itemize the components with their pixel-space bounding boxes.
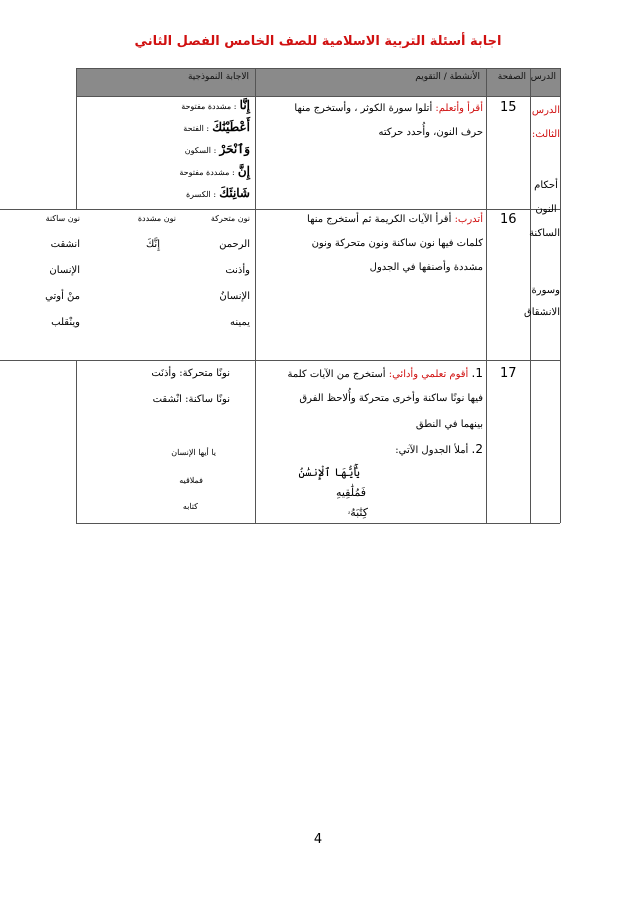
q2-word: فَمُلَٰقِيهِ (335, 486, 366, 499)
sub-header-moving: نون متحركة (210, 214, 250, 223)
lesson-name-line1: أحكام (534, 180, 558, 191)
header-lesson: الدرس (530, 72, 556, 82)
activity-line: فيها نونًا ساكنة وأخرى متحركة وأُلاحظ الفرق (299, 393, 483, 404)
answer-word: يا أيها الإنسان (171, 448, 216, 457)
still-word: الإنسان (49, 265, 80, 276)
header-answer: الاجابة النموذجية (187, 72, 249, 82)
moving-word: وأذنت (225, 265, 250, 276)
answer-line: نونًا متحركة: وأذنَت (151, 368, 230, 379)
still-word: منْ أوتي (45, 291, 80, 302)
lesson-title-line2: الثالث: (531, 129, 560, 140)
answer-item: إِنَّا : مشددة مفتوحة (181, 98, 250, 112)
answer-item: شَانِئَكَ : الكسرة (185, 186, 250, 200)
page-cell-15: 15 (500, 100, 517, 115)
activity-line: أقرأ الآيات الكريمة ثم أستخرج منها (307, 214, 452, 225)
q2-word: كِتَٰبَهُۥ (347, 506, 368, 519)
still-word: وينْقلب (51, 317, 80, 328)
page-number: 4 (313, 832, 323, 847)
activity-line: أستخرج من الآيات كلمة (287, 369, 386, 380)
page-cell-17: 17 (500, 366, 517, 381)
moving-word: الرحمن (219, 239, 250, 250)
lesson-name-line3: الساكنة (529, 228, 560, 239)
activity-heading: أتدرب: (454, 214, 483, 225)
lesson-name-line5: الانشقاق (523, 307, 560, 318)
page-title: اجابة أسئلة التربية الاسلامية للصف الخامس الفصل الثاني (134, 34, 502, 49)
activity-line: كلمات فيها نون ساكنة ونون متحركة ونون (311, 238, 483, 249)
activity-heading: أقوم تعلمي وأدائي: (388, 369, 469, 380)
header-activities: الأنشطة / التقويم (415, 72, 480, 82)
activity-17-q2 (395, 442, 483, 458)
activity-line: مشددة وأصنفها في الجدول (369, 262, 483, 273)
lesson-name-line4: وسورة (531, 285, 560, 296)
q2-text: أملأ الجدول الآتي: (395, 445, 469, 456)
q2-word: يَٰٓأَيُّهَا ٱلْإِنسَٰنُ (298, 466, 360, 479)
answer-word: فملاقيه (179, 476, 203, 485)
answer-line: نونًا ساكنة: انْشقت (152, 394, 230, 405)
doubled-word: إِنَّكَ (146, 239, 160, 250)
activity-16 (307, 213, 483, 227)
moving-word: الإنسانُ (219, 291, 250, 302)
q2-number: 2. (471, 442, 483, 456)
activity-17-q1 (287, 366, 483, 382)
header-page: الصفحة (497, 72, 526, 82)
activity-heading: أقرأ وأتعلم: (435, 103, 483, 114)
answer-item: إِنَّ : مشددة مفتوحة (179, 164, 250, 178)
page-cell-16: 16 (500, 212, 517, 227)
lesson-name-line2: النون (535, 204, 557, 215)
answer-word: كتابه (182, 502, 198, 511)
lesson-title-line1: الدرس (531, 105, 560, 116)
moving-word: يمينه (230, 317, 250, 328)
activity-line: أتلوا سورة الكوثر ، وأستخرج منها (294, 103, 433, 114)
activity-line: حرف النون، وأُحدد حركته (378, 127, 483, 138)
q1-number: 1. (471, 366, 483, 380)
sub-header-doubled: نون مشددة (137, 214, 176, 223)
activity-line: بينهما في النطق (415, 419, 483, 430)
activity-15 (294, 102, 483, 116)
answer-item: أَعْطَيْنَٰكَ : الفتحة (183, 120, 250, 134)
sub-header-still: نون ساكنة (45, 214, 80, 223)
answer-item: وَٱنْحَرْ : السكون (184, 142, 250, 156)
still-word: انشقت (50, 239, 80, 250)
